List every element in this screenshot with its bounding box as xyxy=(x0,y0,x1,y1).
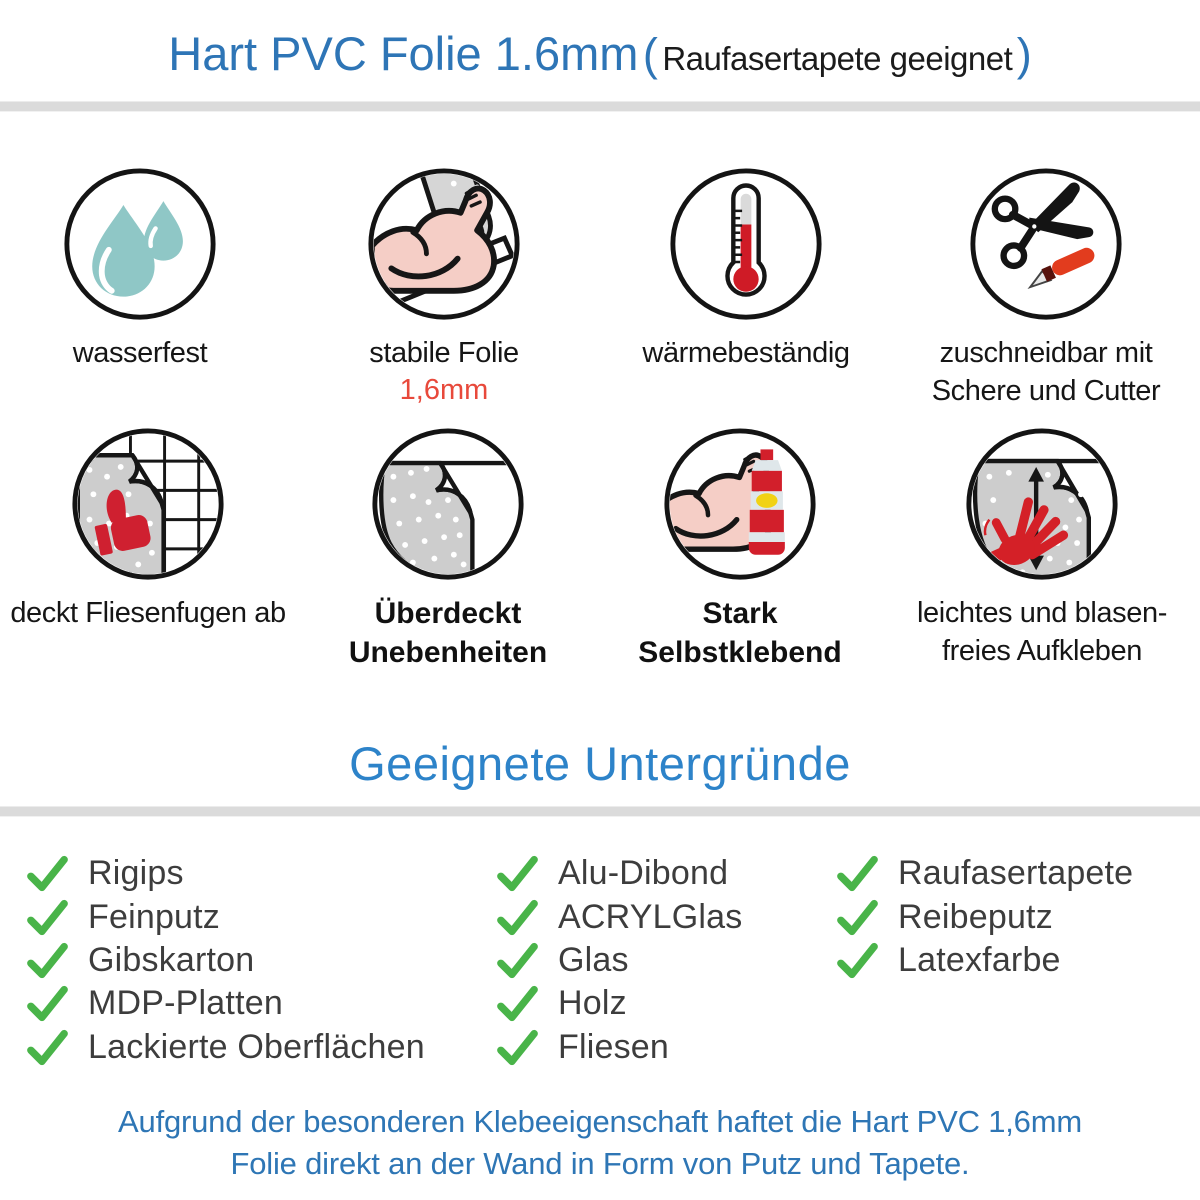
check-icon xyxy=(837,899,878,936)
feature-label xyxy=(590,594,890,672)
check-icon xyxy=(497,942,538,979)
check-icon xyxy=(27,899,68,936)
surfaces-column-2 xyxy=(497,852,742,1069)
check-icon xyxy=(837,942,878,979)
surface-label: Alu-Dibond xyxy=(558,854,729,893)
feature-label xyxy=(298,594,598,672)
list-item xyxy=(837,852,1133,895)
arm-glue-tube-icon xyxy=(662,426,818,582)
check-icon xyxy=(497,985,538,1022)
list-item xyxy=(837,895,1133,938)
surface-label: Glas xyxy=(558,940,629,979)
feature-label-line1: Überdeckt xyxy=(374,597,522,630)
foil-fold-icon xyxy=(370,426,526,582)
check-icon xyxy=(27,1029,68,1066)
check-icon xyxy=(27,855,68,892)
feature-label xyxy=(892,594,1192,671)
feature-label: wasserfest xyxy=(72,337,208,369)
title-paren-open: ( xyxy=(642,29,658,80)
title-paren-text: Raufasertapete geeignet xyxy=(662,40,1013,77)
feature-label-line1: Stark xyxy=(702,597,778,630)
feature-covers-unevenness xyxy=(298,426,598,672)
list-item xyxy=(27,895,425,938)
list-item xyxy=(27,1026,425,1069)
title-paren-close: ) xyxy=(1016,29,1032,80)
feature-label: deckt Fliesenfugen ab xyxy=(10,597,286,629)
hand-smoothing-icon xyxy=(964,426,1120,582)
feature-label-line1: zuschneidbar mit xyxy=(939,337,1153,369)
feature-self-adhesive xyxy=(590,426,890,672)
feature-label-line2: Schere und Cutter xyxy=(931,375,1161,408)
surface-label: Holz xyxy=(558,984,627,1023)
page-title xyxy=(0,26,1200,81)
footer-line1: Aufgrund der besonderen Klebeeigenschaft haftet die Hart PVC 1,6mm xyxy=(118,1104,1082,1139)
surface-label: ACRYLGlas xyxy=(558,897,743,936)
feature-sublabel-thickness: 1,6mm xyxy=(399,374,489,407)
surface-label: MDP-Platten xyxy=(88,984,283,1023)
feature-stable-foil xyxy=(294,166,594,410)
water-drops-icon xyxy=(62,166,218,322)
check-icon xyxy=(497,1029,538,1066)
list-item xyxy=(837,939,1133,982)
strong-arm-foil-icon xyxy=(366,166,522,322)
feature-label xyxy=(896,334,1196,411)
feature-label: wärmebeständig xyxy=(642,337,850,369)
thermometer-icon xyxy=(668,166,824,322)
list-item xyxy=(497,982,742,1025)
scissors-cutter-icon xyxy=(968,166,1124,322)
feature-heat-resistant xyxy=(596,166,896,372)
footer-note xyxy=(0,1101,1200,1185)
feature-label-line2: freies Aufkleben xyxy=(942,635,1142,668)
surfaces-heading: Geeignete Untergründe xyxy=(349,737,851,790)
check-icon xyxy=(497,855,538,892)
title-main: Hart PVC Folie 1.6mm xyxy=(168,27,639,80)
surface-label: Raufasertapete xyxy=(898,854,1134,893)
list-item xyxy=(27,939,425,982)
list-item xyxy=(497,852,742,895)
feature-label-line2: Unebenheiten xyxy=(348,636,548,669)
list-item xyxy=(497,895,742,938)
surface-label: Feinputz xyxy=(88,897,221,936)
feature-covers-tile-joints xyxy=(0,426,298,632)
check-icon xyxy=(27,942,68,979)
tile-joints-thumb-icon xyxy=(70,426,226,582)
list-item xyxy=(497,1026,742,1069)
check-icon xyxy=(837,855,878,892)
feature-label: stabile Folie xyxy=(369,337,519,369)
surface-label: Lackierte Oberflächen xyxy=(88,1027,425,1066)
list-item xyxy=(27,982,425,1025)
footer-line2: Folie direkt an der Wand in Form von Putz und Tapete. xyxy=(230,1146,970,1181)
feature-label-line1: leichtes und blasen- xyxy=(917,597,1167,629)
check-icon xyxy=(497,899,538,936)
list-item xyxy=(497,939,742,982)
check-icon xyxy=(27,985,68,1022)
surfaces-column-1 xyxy=(27,852,425,1069)
surface-label: Gibskarton xyxy=(88,940,255,979)
surfaces-column-3 xyxy=(837,852,1133,982)
surface-label: Fliesen xyxy=(558,1027,670,1066)
divider-surfaces xyxy=(0,806,1200,817)
surface-label: Latexfarbe xyxy=(898,940,1061,979)
feature-bubble-free xyxy=(892,426,1192,671)
feature-label-line2: Selbstklebend xyxy=(638,636,842,669)
surface-label: Rigips xyxy=(88,854,184,893)
feature-cuttable xyxy=(896,166,1196,411)
list-item xyxy=(27,852,425,895)
surface-label: Reibeputz xyxy=(898,897,1053,936)
feature-waterproof xyxy=(0,166,290,372)
divider-top xyxy=(0,101,1200,112)
